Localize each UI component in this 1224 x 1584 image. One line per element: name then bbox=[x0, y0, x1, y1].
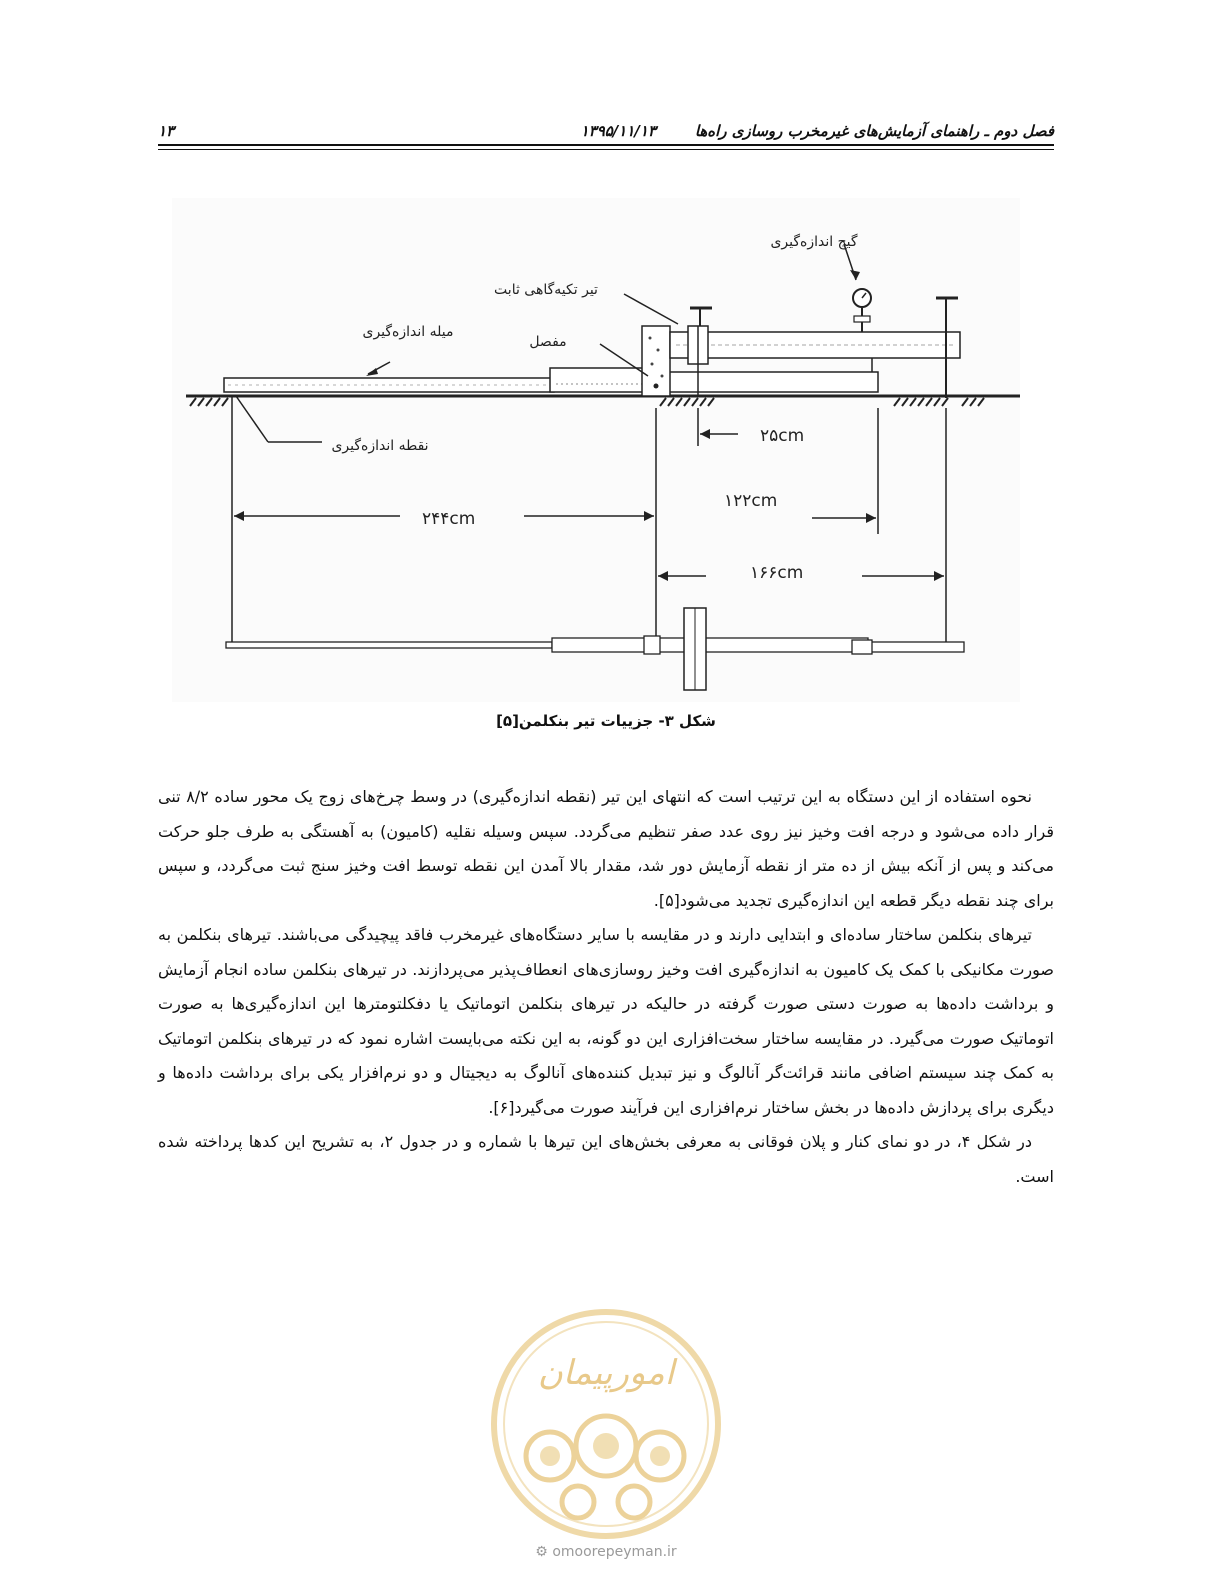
page-header bbox=[158, 120, 1054, 154]
plan-beam bbox=[552, 638, 868, 652]
watermark-url: ⚙ omoorepeyman.ir bbox=[535, 1544, 677, 1560]
watermark-seal bbox=[488, 1306, 724, 1542]
paragraph: تیرهای بنکلمن ساختار ساده‌ای و ابتدایی دارند و در مقایسه با سایر دستگاه‌های غیرمخرب فاقد پیچیدگی می‌باشند. تیرهای بنکلمن به صورت مکانیکی با کمک یک کامیون به اندازه‌گیری افت وخیز روسازی‌های انعطاف‌پذیر می‌پردازند. در تیرهای بنکلمن ساده انجام آزمایش و برداشت داده‌ها به صورت دستی صورت گرفته در حالیکه در تیرهای بنکلمن اتوماتیک یا دفکلتومترها این اندازه‌گیری‌ها به صورت اتوماتیک صورت می‌گیرد. در مقایسه ساختار سخت‌افزاری این دو گونه، به این نکته می‌بایست اشاره نمود که در تیرهای بنکلمن اتوماتیک به کمک چند سیستم اضافی مانند قرائت‌گر آنالوگ و نیز تبدیل کننده‌های آنالوگ به دیجیتال و دو نرم‌افزار یکی برای برداشت داده‌ها و دیگری برای پردازش داده‌ها در بخش ساختار نرم‌افزاری این فرآیند صورت می‌گیرد[۶]. bbox=[158, 925, 1054, 1117]
rod-rear bbox=[650, 372, 878, 392]
watermark-logo-text: امورپیمان bbox=[537, 1353, 675, 1393]
label-gauge: گیج اندازه‌گیری bbox=[770, 234, 858, 250]
dim-25: ۲۵cm bbox=[760, 426, 805, 446]
chapter-title: فصل دوم ـ راهنمای آزمایش‌های غیرمخرب روسازی راه‌ها bbox=[694, 122, 1054, 140]
figure-caption: شکل ۳- جزییات تیر بنکلمن[۵] bbox=[496, 712, 716, 730]
joint-pivot bbox=[654, 384, 659, 389]
label-fixed-beam: تیر تکیه‌گاهی ثابت bbox=[494, 282, 598, 298]
label-measuring-point: نقطه اندازه‌گیری bbox=[331, 438, 429, 454]
body-text bbox=[158, 780, 1054, 1194]
plan-rod bbox=[226, 642, 552, 648]
benkelman-beam-figure bbox=[172, 198, 1020, 702]
label-measuring-rod: میله اندازه‌گیری bbox=[362, 324, 454, 340]
dim-244: ۲۴۴cm bbox=[422, 509, 476, 529]
header-rule-thick bbox=[158, 144, 1054, 146]
paragraph: در شکل ۴، در دو نمای کنار و پلان فوقانی به معرفی بخش‌های این تیرها با شماره و در جدول ۲، به تشریح این کدها پرداخته شده است. bbox=[158, 1132, 1054, 1186]
benkelman-beam-diagram bbox=[172, 198, 1020, 702]
header-rule-thin bbox=[158, 149, 1054, 150]
page-number: ۱۳ bbox=[158, 122, 175, 140]
watermark-logo bbox=[488, 1306, 724, 1542]
label-joint: مفصل bbox=[529, 334, 567, 350]
rod-section bbox=[550, 368, 650, 392]
paragraph: نحوه استفاده از این دستگاه به این ترتیب است که انتهای این تیر (نقطه اندازه‌گیری) در وسط چرخ‌های زوج یک محور ساده ۸/۲ تنی قرار داده می‌شود و درجه افت وخیز نیز روی عدد صفر تنظیم می‌گردد. سپس وسیله نقلیه (کامیون) به آهستگی به طرف جلو حرکت می‌کند و پس از آنکه بیش از ده متر از نقطه آزمایش دور شد، مقدار بالا آمدن این نقطه توسط افت وخیز سنج ثبت می‌گردد، و سپس برای چند نقطه دیگر قطعه این اندازه‌گیری تجدید می‌شود[۵]. bbox=[158, 787, 1054, 910]
dim-122: ۱۲۲cm bbox=[724, 491, 778, 511]
dim-166: ۱۶۶cm bbox=[750, 563, 804, 583]
figure-background bbox=[172, 198, 1020, 702]
header-date: ۱۳۹۵/۱۱/۱۳ bbox=[580, 122, 656, 140]
